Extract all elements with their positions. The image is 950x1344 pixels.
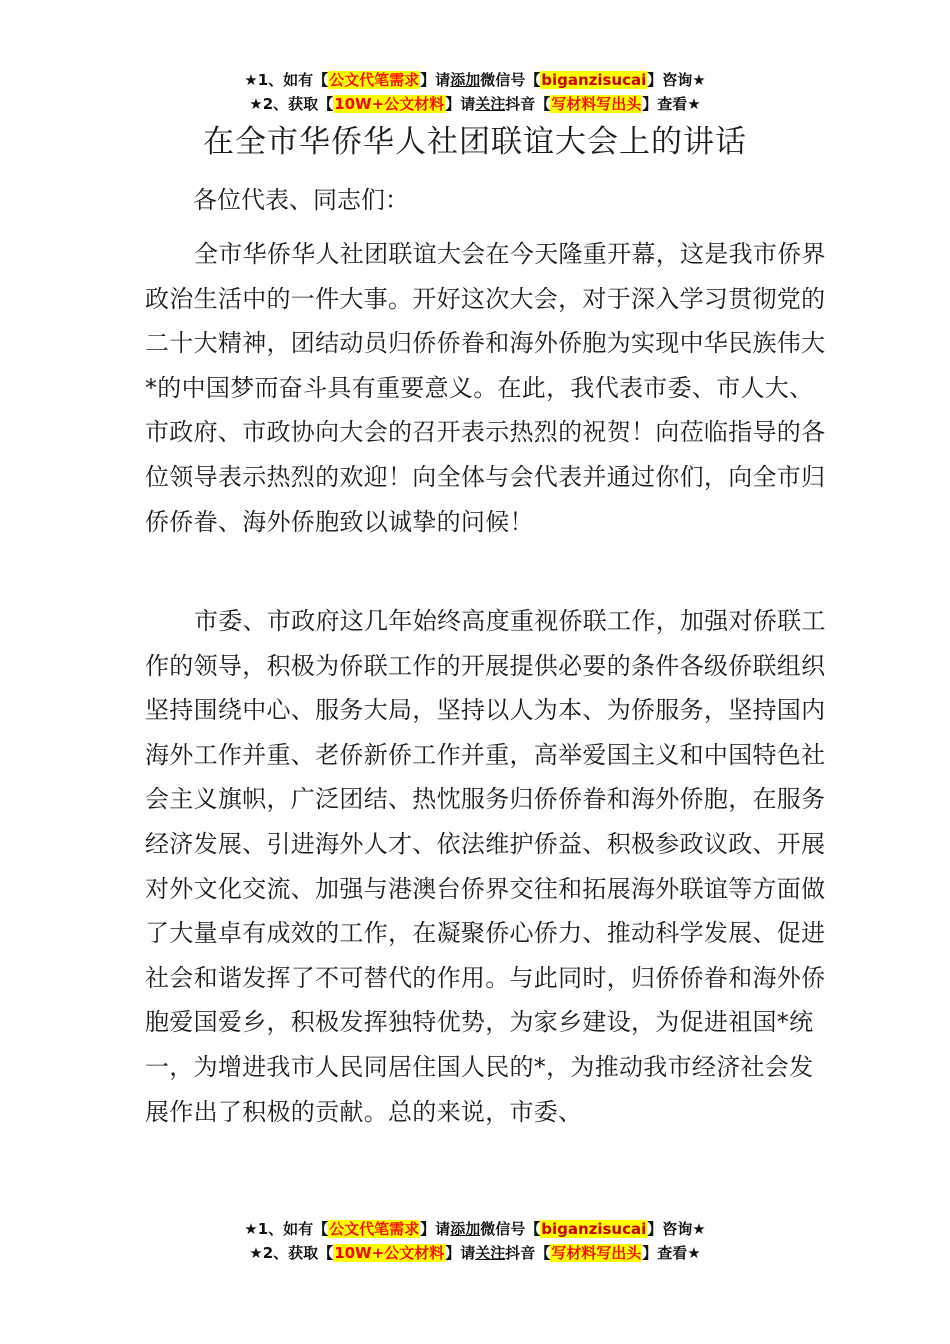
promo-underline: 关注: [475, 1244, 506, 1262]
promo-text: 】咨询★: [647, 1220, 706, 1238]
promo-text: 】请: [445, 95, 476, 113]
promo-underline: 关注: [475, 95, 506, 113]
promo-highlight: 10W+公文材料: [334, 95, 445, 113]
paragraph-1: 全市华侨华人社团联谊大会在今天隆重开幕，这是我市侨界政治生活中的一件大事。开好这次大会，对于深入学习贯彻党的二十大精神，团结动员归侨侨眷和海外侨胞为实现中华民族伟大*的中国梦而奋斗具有重要意义。在此，我代表市委、市人大、市政府、市政协向大会的召开表示热烈的祝贺！向莅临指导的各位领导表示热烈的欢迎！向全体与会代表并通过你们，向全市归侨侨眷、海外侨胞致以诚挚的问候！: [145, 240, 826, 536]
promo-text: 抖音【: [505, 1244, 551, 1262]
promo-line-1: [0, 1217, 950, 1241]
promo-text: ★1、如有【: [244, 71, 329, 89]
promo-highlight: 公文代笔需求: [329, 1220, 420, 1238]
promo-text: 】请: [420, 1220, 451, 1238]
salutation: 各位代表、同志们：: [193, 186, 409, 214]
promo-text: 】查看★: [642, 1244, 701, 1262]
document-title: 在全市华侨华人社团联谊大会上的讲话: [203, 124, 747, 160]
promo-text: 微信号【: [480, 1220, 541, 1238]
promo-underline: 添加: [450, 71, 481, 89]
douyin-id-highlight: 写材料写出头: [551, 95, 642, 113]
promo-line-2: [0, 92, 950, 116]
promo-highlight: 公文代笔需求: [329, 71, 420, 89]
promo-line-1: [0, 68, 950, 92]
promo-text: ★2、获取【: [249, 1244, 334, 1262]
promo-banner-bottom: [0, 1217, 950, 1265]
promo-line-2: [0, 1241, 950, 1265]
promo-text: ★1、如有【: [244, 1220, 329, 1238]
promo-text: 抖音【: [505, 95, 551, 113]
paragraph-2: 市委、市政府这几年始终高度重视侨联工作，加强对侨联工作的领导，积极为侨联工作的开展提供必要的条件各级侨联组织坚持围绕中心、服务大局，坚持以人为本、为侨服务，坚持国内海外工作并重、老侨新侨工作并重，高举爱国主义和中国特色社会主义旗帜，广泛团结、热忱服务归侨侨眷和海外侨胞，在服务经济发展、引进海外人才、依法维护侨益、积极参政议政、开展对外文化交流、加强与港澳台侨界交往和拓展海外联谊等方面做了大量卓有成效的工作，在凝聚侨心侨力、推动科学发展、促进社会和谐发挥了不可替代的作用。与此同时，归侨侨眷和海外侨胞爱国爱乡，积极发挥独特优势，为家乡建设，为促进祖国*统一，为增进我市人民同居住国人民的*，为推动我市经济社会发展作出了积极的贡献。总的来说，市委、: [145, 607, 826, 1126]
promo-text: 】咨询★: [647, 71, 706, 89]
promo-banner-top: [0, 68, 950, 116]
wechat-id-highlight: biganzisucai: [541, 1220, 647, 1238]
promo-text: 】查看★: [642, 95, 701, 113]
promo-highlight: 10W+公文材料: [334, 1244, 445, 1262]
promo-text: 】请: [445, 1244, 476, 1262]
promo-text: 微信号【: [480, 71, 541, 89]
douyin-id-highlight: 写材料写出头: [551, 1244, 642, 1262]
promo-text: ★2、获取【: [249, 95, 334, 113]
wechat-id-highlight: biganzisucai: [541, 71, 647, 89]
promo-underline: 添加: [450, 1220, 481, 1238]
promo-text: 】请: [420, 71, 451, 89]
